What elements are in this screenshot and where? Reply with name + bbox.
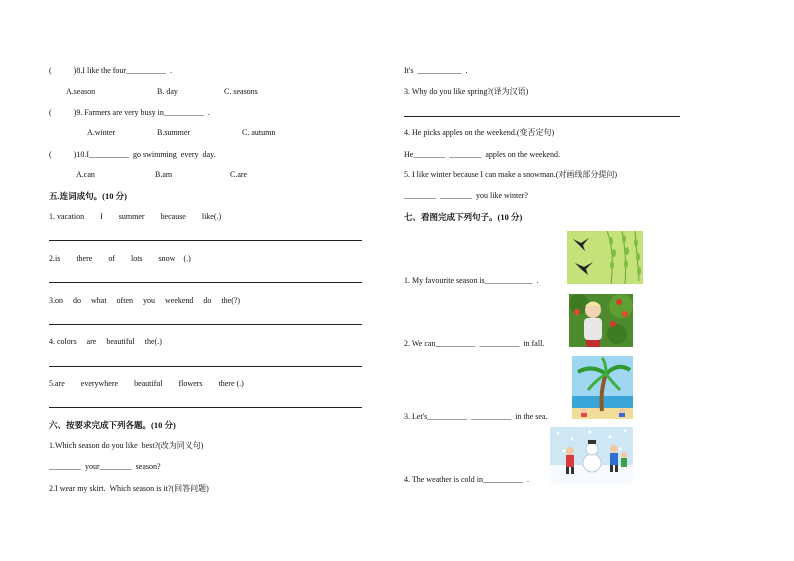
section-5-item-3: 3.on do what often you weekend do the(?) bbox=[49, 296, 241, 305]
option-9c: C. autumn bbox=[242, 128, 276, 137]
kids-snowman-picture bbox=[550, 427, 633, 484]
section-6-q1: 1.Which season do you like best?(改为同义句) bbox=[49, 441, 204, 450]
section-7-item-2: 2. We can__________ __________ in fall. bbox=[404, 339, 545, 348]
section-7-item-1: 1. My favourite season is____________ . bbox=[404, 276, 539, 285]
question-4: 4. He picks apples on the weekend.(变否定句) bbox=[404, 128, 555, 137]
question-9: ( )9. Farmers are very busy in__________ . bbox=[49, 108, 210, 117]
section-7-item-4: 4. The weather is cold in__________ . bbox=[404, 475, 529, 484]
section-5-item-4: 4. colors are beautiful the(.) bbox=[49, 337, 162, 346]
section-6-title: 六、按要求完成下列各题。(10 分) bbox=[49, 420, 176, 430]
option-9a: A.winter bbox=[87, 128, 116, 137]
answer-line bbox=[49, 282, 362, 283]
answer-line bbox=[49, 324, 362, 325]
question-5: 5. I like winter because I can make a snowman.(对画线部分提问) bbox=[404, 170, 618, 179]
answer-line bbox=[404, 116, 680, 117]
section-5-item-1: 1. vacation I summer because like(.) bbox=[49, 212, 222, 221]
option-9b: B.summer bbox=[157, 128, 191, 137]
question-8: ( )8.I like the four__________ . bbox=[49, 66, 173, 75]
option-10c: C.are bbox=[230, 170, 248, 179]
section-5-item-2: 2.is there of lots snow (.) bbox=[49, 254, 191, 263]
question-3: 3. Why do you like spring?(译为汉语) bbox=[404, 87, 529, 96]
section-7-title: 七、看图完成下列句子。(10 分) bbox=[404, 212, 523, 222]
answer-line bbox=[49, 407, 362, 408]
section-6-q2: 2.I wear my skirt. Which season is it?(回答问题) bbox=[49, 484, 209, 493]
question-5-answer: ________ ________ you like winter? bbox=[404, 191, 528, 200]
section-7-item-3: 3. Let's__________ __________ in the sea. bbox=[404, 412, 548, 421]
option-10a: A.can bbox=[76, 170, 95, 179]
option-8c: C. seasons bbox=[224, 87, 258, 96]
section-5-item-5: 5.are everywhere beautiful flowers there (.) bbox=[49, 379, 244, 388]
option-8b: B. day bbox=[157, 87, 178, 96]
swallows-willow-picture bbox=[567, 231, 643, 284]
question-4-answer: He________ ________ apples on the weekend. bbox=[404, 150, 560, 159]
its-answer: It's ___________ . bbox=[404, 66, 468, 75]
section-6-q1-answer: ________ your________ season? bbox=[49, 462, 161, 471]
question-10: ( )10.I__________ go swimming every day. bbox=[49, 150, 216, 159]
palm-beach-picture bbox=[572, 356, 633, 419]
option-8a: A.season bbox=[66, 87, 96, 96]
option-10b: B.am bbox=[155, 170, 173, 179]
section-5-title: 五.连词成句。(10 分) bbox=[49, 191, 127, 201]
answer-line bbox=[49, 240, 362, 241]
child-picking-apples-picture bbox=[569, 294, 633, 347]
answer-line bbox=[49, 366, 362, 367]
